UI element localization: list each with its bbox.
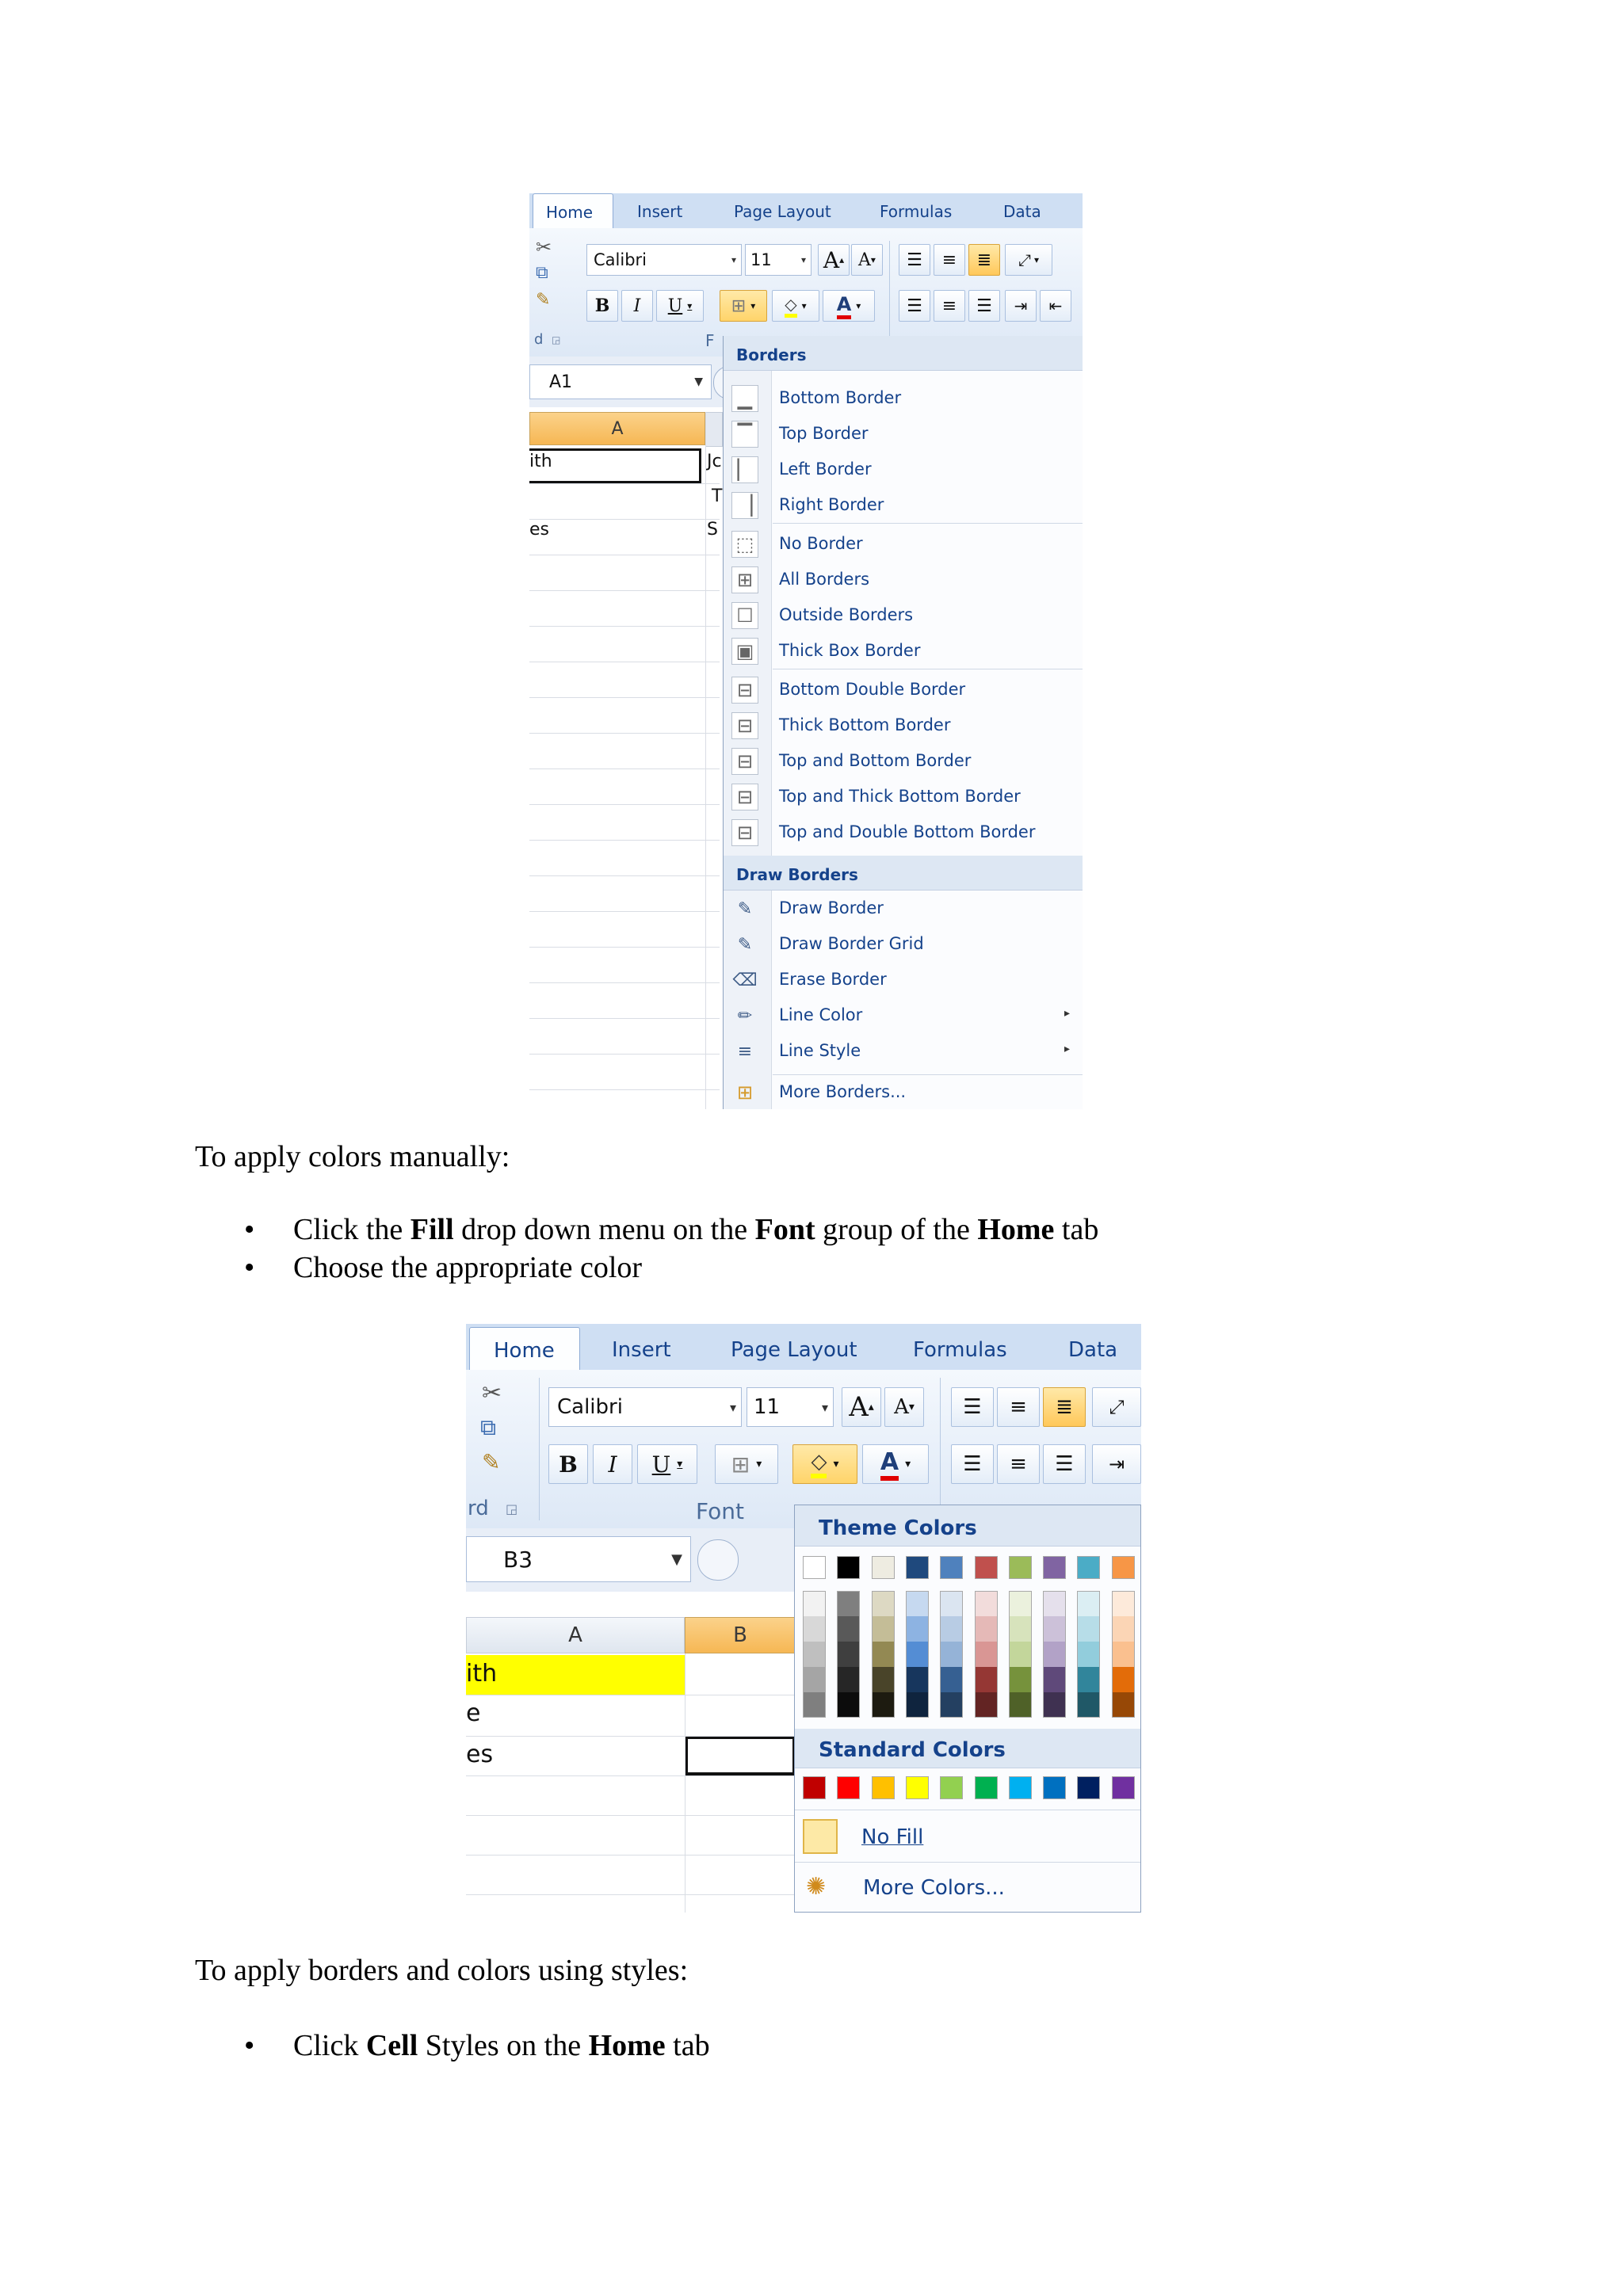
color-swatch[interactable] (837, 1667, 860, 1692)
color-swatch[interactable] (872, 1667, 895, 1692)
color-swatch[interactable] (1077, 1692, 1100, 1718)
color-swatch[interactable] (906, 1667, 929, 1692)
orientation-button[interactable]: ⤢ (1092, 1387, 1141, 1427)
grid-line (529, 519, 720, 520)
pencil-icon: ✎ (737, 898, 753, 919)
orientation-button[interactable]: ⤢ ▾ (1005, 244, 1052, 276)
border-style-icon: ▏ (731, 456, 758, 483)
font-size-combo[interactable]: 11 ▾ (747, 1387, 834, 1427)
menu-separator (773, 1074, 1083, 1075)
fill-color-button[interactable]: ◇ ▾ (792, 1444, 857, 1484)
borders-icon: ⊞ (731, 1451, 750, 1478)
color-swatch[interactable] (906, 1776, 929, 1799)
color-swatch[interactable] (940, 1591, 963, 1616)
tab-data[interactable]: Data (1068, 1338, 1118, 1362)
color-swatch[interactable] (975, 1667, 998, 1692)
more-borders-item[interactable]: ⊞ More Borders... (724, 1076, 1083, 1108)
chevron-down-icon: ▾ (731, 254, 736, 265)
menu-item-draw[interactable]: ≡ Line Style ▸ (724, 1035, 1083, 1066)
menu-item-border[interactable]: ▏ Left Border (724, 453, 1083, 485)
color-swatch[interactable] (837, 1692, 860, 1718)
menu-item-draw[interactable]: ⌫ Erase Border (724, 963, 1083, 995)
shrink-font-button[interactable]: A ▾ (851, 244, 883, 276)
border-style-icon: ☐ (731, 602, 758, 629)
bold-button[interactable]: B (586, 290, 618, 322)
fill-color-screenshot (466, 1324, 1141, 1913)
paragraph-apply-styles: To apply borders and colors using styles: (195, 1954, 689, 1987)
borders-icon: ⊞ (731, 296, 747, 316)
underline-button[interactable]: U ▾ (656, 290, 704, 322)
color-swatch[interactable] (1112, 1642, 1135, 1667)
color-swatch[interactable] (975, 1642, 998, 1667)
menu-item-draw[interactable]: ✏ Line Color ▸ (724, 999, 1083, 1031)
column-header-b[interactable]: B (685, 1617, 796, 1653)
color-swatch[interactable] (975, 1556, 998, 1579)
color-swatch[interactable] (1077, 1776, 1100, 1799)
shrink-font-button[interactable]: A ▾ (884, 1387, 924, 1427)
menu-item-border[interactable]: ▕ Right Border (724, 489, 1083, 521)
line-color-icon: ✏ (737, 1005, 753, 1026)
tab-formulas[interactable]: Formulas (913, 1338, 1007, 1362)
tab-page-layout[interactable]: Page Layout (731, 1338, 857, 1362)
indent-button[interactable]: ⇥ (1092, 1444, 1141, 1484)
color-swatch[interactable] (1077, 1591, 1100, 1616)
color-swatch[interactable] (975, 1616, 998, 1642)
color-swatch[interactable] (1112, 1692, 1135, 1718)
cut-icon[interactable]: ✂ (536, 236, 552, 258)
grid-line (466, 1736, 799, 1737)
color-swatch[interactable] (1043, 1776, 1066, 1799)
borders-button[interactable]: ⊞ ▾ (715, 1444, 778, 1484)
underline-button[interactable]: U ▾ (637, 1444, 697, 1484)
line-style-icon: ≡ (737, 1041, 753, 1062)
border-style-icon: ⊟ (731, 677, 758, 704)
submenu-arrow-icon: ▸ (1064, 1043, 1070, 1055)
column-header-a[interactable]: A (529, 412, 705, 445)
menu-item-border[interactable]: ⊟ Top and Bottom Border (724, 745, 1083, 776)
color-swatch[interactable] (803, 1667, 826, 1692)
more-borders-icon: ⊞ (736, 1081, 754, 1104)
color-swatch[interactable] (1043, 1642, 1066, 1667)
border-style-icon: ▕ (731, 492, 758, 519)
color-swatch[interactable] (803, 1591, 826, 1616)
name-box[interactable]: A1 ▼ (529, 364, 712, 399)
palette-icon: ✺ (806, 1873, 827, 1901)
color-swatch[interactable] (1112, 1667, 1135, 1692)
menu-item-border[interactable]: ⊟ Top and Double Bottom Border (724, 816, 1083, 848)
color-swatch[interactable] (1077, 1667, 1100, 1692)
tab-insert[interactable]: Insert (637, 202, 683, 221)
grow-font-button[interactable]: A ▴ (842, 1387, 881, 1427)
menu-separator (795, 1862, 1140, 1863)
menu-item-border[interactable]: ▁ Bottom Border (724, 382, 1083, 414)
paragraph-apply-colors: To apply colors manually: (195, 1140, 510, 1173)
grid-lines (529, 193, 723, 1109)
color-swatch[interactable] (872, 1591, 895, 1616)
submenu-arrow-icon: ▸ (1064, 1007, 1070, 1020)
fill-color-dropdown (794, 1505, 1141, 1913)
border-style-icon: ⊞ (731, 566, 758, 593)
grid-line (529, 911, 720, 912)
bullet-dot: • (244, 1251, 255, 1284)
menu-header-standard-colors: Standard Colors (795, 1729, 1140, 1768)
copy-icon[interactable]: ⧉ (480, 1414, 496, 1440)
menu-separator (773, 523, 1083, 524)
color-swatch[interactable] (1112, 1616, 1135, 1642)
group-label-clipboard: rd (468, 1497, 489, 1520)
cell-a3[interactable]: es (529, 520, 549, 540)
middle-align-button[interactable]: ≡ (934, 244, 965, 276)
color-swatch[interactable] (1077, 1556, 1100, 1579)
tab-formulas[interactable]: Formulas (880, 202, 953, 221)
menu-item-draw[interactable]: ✎ Draw Border (724, 892, 1083, 924)
menu-item-border[interactable]: ⊟ Bottom Double Border (724, 673, 1083, 705)
menu-item-border[interactable]: ⬚ No Border (724, 528, 1083, 559)
borders-button[interactable]: ⊞ ▾ (720, 290, 767, 322)
group-divider (889, 241, 890, 336)
color-swatch[interactable] (906, 1692, 929, 1718)
cell-a1[interactable]: ith (529, 452, 552, 471)
align-left-button[interactable]: ☰ (899, 290, 930, 322)
font-color-button[interactable]: A ▾ (862, 1444, 929, 1484)
bottom-align-button[interactable]: ≣ (968, 244, 1000, 276)
menu-header-theme-colors: Theme Colors (795, 1505, 1140, 1547)
tab-home[interactable]: Home (469, 1327, 580, 1371)
color-swatch[interactable] (1009, 1616, 1032, 1642)
grid-line (529, 1054, 720, 1055)
top-align-button[interactable]: ☰ (951, 1387, 994, 1427)
cell-b3[interactable]: S (707, 520, 718, 540)
italic-button[interactable]: I (621, 290, 653, 322)
color-swatch[interactable] (1112, 1776, 1135, 1799)
menu-item-draw[interactable]: ✎ Draw Border Grid (724, 928, 1083, 959)
color-swatch[interactable] (975, 1776, 998, 1799)
fill-bucket-icon: ◇ (785, 295, 796, 318)
chevron-down-icon: ▾ (800, 254, 806, 265)
color-swatch[interactable] (906, 1556, 929, 1579)
pencil-grid-icon: ✎ (737, 934, 753, 955)
color-swatch[interactable] (1009, 1642, 1032, 1667)
color-swatch[interactable] (872, 1616, 895, 1642)
menu-item-border[interactable]: ▔ Top Border (724, 418, 1083, 449)
grid-line (529, 733, 720, 734)
grid-line (529, 1089, 720, 1090)
fill-bucket-icon: ◇ (811, 1450, 827, 1478)
color-swatch[interactable] (1043, 1616, 1066, 1642)
menu-header-draw-borders: Draw Borders (724, 856, 1083, 891)
chevron-down-icon: ▾ (821, 1399, 828, 1415)
dialog-launcher-icon[interactable]: ◲ (552, 334, 561, 345)
format-painter-icon[interactable]: ✎ (482, 1449, 501, 1475)
bold-button[interactable]: B (548, 1444, 588, 1484)
column-divider (705, 412, 706, 1109)
grid-line (529, 590, 720, 591)
border-style-icon: ⊟ (731, 712, 758, 739)
color-swatch[interactable] (1077, 1642, 1100, 1667)
chevron-down-icon: ▼ (671, 1550, 682, 1568)
color-swatch[interactable] (1009, 1556, 1032, 1579)
color-swatch[interactable] (872, 1556, 895, 1579)
color-swatch[interactable] (1043, 1667, 1066, 1692)
color-swatch[interactable] (837, 1556, 860, 1579)
grid-line (529, 804, 720, 805)
color-swatch[interactable] (1009, 1692, 1032, 1718)
no-fill-icon (803, 1819, 838, 1854)
chevron-down-icon: ▼ (694, 376, 703, 388)
color-swatch[interactable] (872, 1776, 895, 1799)
color-swatch[interactable] (906, 1642, 929, 1667)
color-swatch[interactable] (803, 1692, 826, 1718)
no-fill-item[interactable]: No Fill (795, 1813, 1140, 1860)
italic-button[interactable]: I (593, 1444, 632, 1484)
color-swatch[interactable] (940, 1667, 963, 1692)
color-swatch[interactable] (872, 1692, 895, 1718)
menu-item-border[interactable]: ⊟ Thick Bottom Border (724, 709, 1083, 741)
color-swatch[interactable] (975, 1591, 998, 1616)
more-colors-item[interactable]: ✺ More Colors... (806, 1873, 1005, 1901)
align-right-button[interactable]: ☰ (1043, 1444, 1086, 1484)
border-style-icon: ▣ (731, 638, 758, 665)
cell-b2[interactable]: T (712, 486, 723, 506)
align-center-button[interactable]: ≡ (934, 290, 965, 322)
column-header-a[interactable]: A (466, 1617, 685, 1653)
font-color-button[interactable]: A ▾ (823, 290, 875, 322)
color-swatch[interactable] (803, 1642, 826, 1667)
wrap-button[interactable]: ⇤ (1040, 290, 1071, 322)
tab-data[interactable]: Data (1003, 202, 1041, 221)
border-style-icon: ⊟ (731, 819, 758, 846)
menu-item-border[interactable]: ⊟ Top and Thick Bottom Border (724, 780, 1083, 812)
grid-line (466, 1815, 799, 1816)
border-style-icon: ⬚ (731, 531, 758, 558)
grid-line (529, 947, 720, 948)
cell-b1[interactable]: Jc (707, 452, 722, 471)
bullet-dot: • (244, 2029, 255, 2062)
color-swatch[interactable] (975, 1692, 998, 1718)
cut-icon[interactable]: ✂ (482, 1379, 502, 1407)
format-painter-icon[interactable]: ✎ (536, 290, 551, 310)
bottom-align-button[interactable]: ≣ (1043, 1387, 1086, 1427)
cell-a1[interactable]: ith (466, 1660, 498, 1688)
color-swatch[interactable] (837, 1642, 860, 1667)
grid-lines (466, 1324, 799, 1913)
grid-line (529, 840, 720, 841)
color-swatch[interactable] (1043, 1556, 1066, 1579)
align-left-button[interactable]: ☰ (951, 1444, 994, 1484)
name-box[interactable]: B3 ▼ (466, 1536, 691, 1582)
group-divider (940, 1378, 941, 1520)
color-swatch[interactable] (1043, 1591, 1066, 1616)
color-swatch[interactable] (1043, 1692, 1066, 1718)
border-style-icon: ⊟ (731, 784, 758, 810)
color-swatch[interactable] (940, 1692, 963, 1718)
color-swatch[interactable] (906, 1616, 929, 1642)
font-name-combo[interactable]: Calibri ▾ (586, 244, 742, 276)
menu-item-border[interactable]: ▣ Thick Box Border (724, 635, 1083, 666)
grow-font-button[interactable]: A ▴ (818, 244, 850, 276)
grid-line (529, 483, 720, 484)
color-swatch[interactable] (837, 1591, 860, 1616)
color-swatch[interactable] (837, 1616, 860, 1642)
indent-button[interactable]: ⇥ (1005, 290, 1037, 322)
grid-line (529, 875, 720, 876)
color-swatch[interactable] (1009, 1591, 1032, 1616)
color-swatch[interactable] (837, 1776, 860, 1799)
menu-item-border[interactable]: ⊞ All Borders (724, 563, 1083, 595)
border-style-icon: ⊟ (731, 748, 758, 775)
borders-menu-screenshot (529, 193, 1083, 1109)
color-swatch[interactable] (1077, 1616, 1100, 1642)
color-swatch[interactable] (940, 1556, 963, 1579)
chevron-down-icon: ▾ (729, 1399, 736, 1415)
group-label-font: Font (696, 1498, 744, 1524)
border-style-icon: ▁ (731, 385, 758, 412)
top-align-button[interactable]: ☰ (899, 244, 930, 276)
align-right-button[interactable]: ☰ (968, 290, 1000, 322)
color-swatch[interactable] (803, 1556, 826, 1579)
color-swatch[interactable] (1112, 1556, 1135, 1579)
cell-a3[interactable]: es (466, 1741, 494, 1768)
grid-line (529, 982, 720, 983)
grid-line (529, 626, 720, 627)
color-swatch[interactable] (803, 1616, 826, 1642)
cell-a2[interactable]: e (466, 1699, 481, 1727)
color-swatch[interactable] (1009, 1667, 1032, 1692)
borders-dropdown (723, 336, 1083, 1109)
color-swatch[interactable] (803, 1776, 826, 1799)
font-size-combo[interactable]: 11 ▾ (745, 244, 812, 276)
border-style-icon: ▔ (731, 421, 758, 448)
color-swatch[interactable] (940, 1616, 963, 1642)
bullet-dot: • (244, 1213, 255, 1246)
tab-insert[interactable]: Insert (612, 1338, 671, 1362)
font-name-combo[interactable]: Calibri ▾ (548, 1387, 742, 1427)
menu-item-border[interactable]: ☐ Outside Borders (724, 599, 1083, 631)
fill-color-button[interactable]: ◇ ▾ (772, 290, 819, 322)
color-swatch[interactable] (940, 1642, 963, 1667)
menu-header-borders: Borders (724, 336, 1083, 371)
color-swatch[interactable] (940, 1776, 963, 1799)
tab-page-layout[interactable]: Page Layout (734, 202, 831, 221)
grid-line (466, 1775, 799, 1776)
group-label-font: F (705, 331, 715, 350)
group-label-clipboard: d (534, 331, 544, 348)
grid-line (466, 1894, 799, 1895)
align-center-button[interactable]: ≡ (997, 1444, 1040, 1484)
color-swatch[interactable] (1112, 1591, 1135, 1616)
dialog-launcher-icon[interactable]: ◲ (506, 1501, 518, 1516)
copy-icon[interactable]: ⧉ (536, 263, 548, 283)
grid-line (529, 697, 720, 698)
eraser-icon: ⌫ (732, 970, 758, 990)
color-swatch[interactable] (872, 1642, 895, 1667)
grid-line (529, 1018, 720, 1019)
color-swatch[interactable] (1009, 1776, 1032, 1799)
middle-align-button[interactable]: ≡ (997, 1387, 1040, 1427)
tab-home[interactable]: Home (533, 193, 613, 229)
color-swatch[interactable] (906, 1591, 929, 1616)
